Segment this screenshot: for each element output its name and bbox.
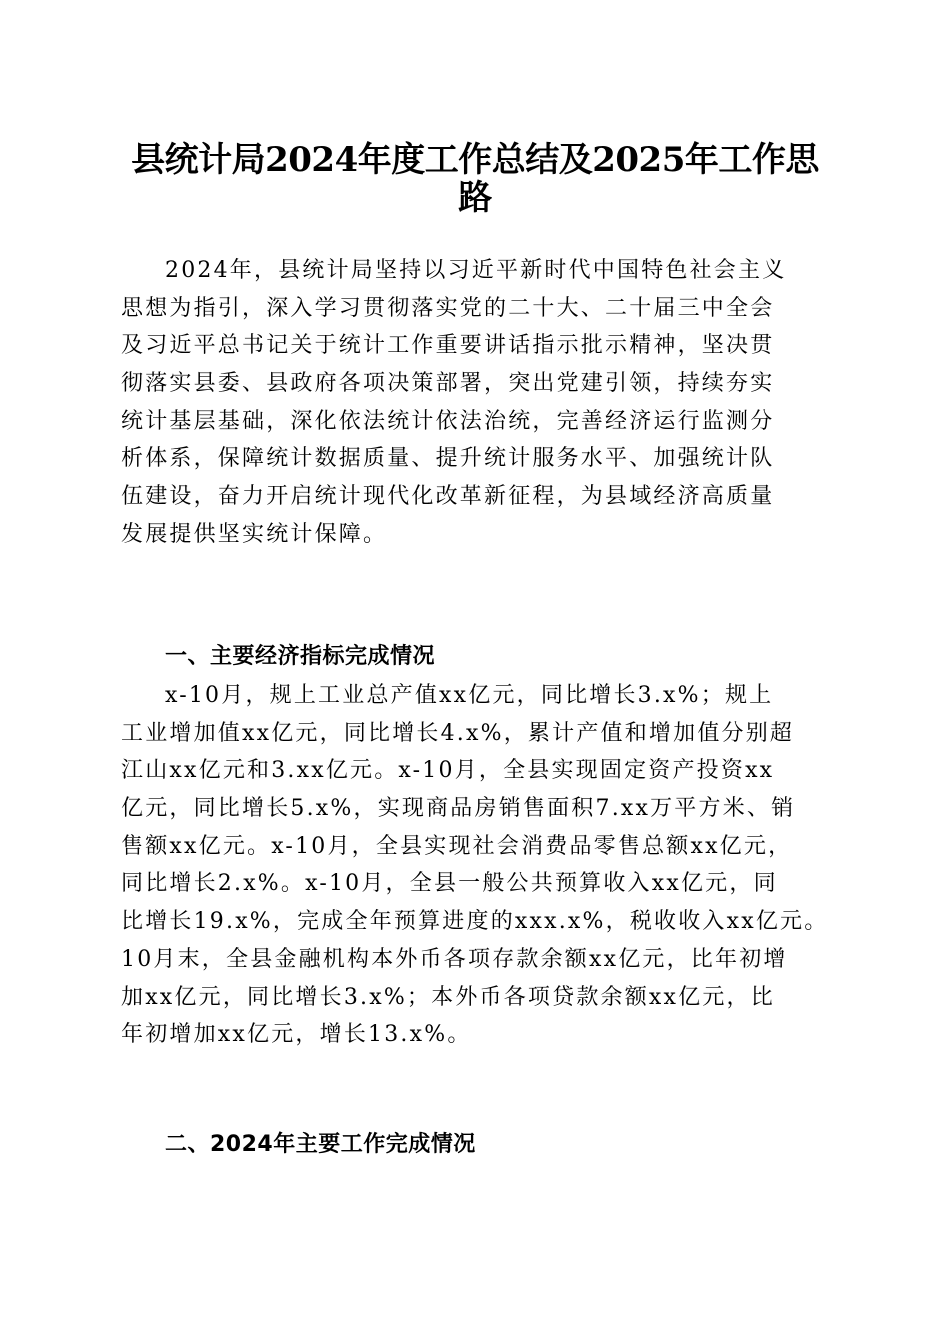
section-2-heading: 二、2024年主要工作完成情况 [165,1132,476,1157]
intro-line: 析体系，保障统计数据质量、提升统计服务水平、加强统计队 [121,446,775,472]
intro-line: 彻落实县委、县政府各项决策部署，突出党建引领，持续夯实 [121,371,775,397]
section-1-line: 江山xx亿元和3.xx亿元。x-10月，全县实现固定资产投资xx [121,758,775,784]
intro-line: 2024年，县统计局坚持以习近平新时代中国特色社会主义 [165,258,787,283]
title-line-2: 路 [458,177,492,218]
section-1-heading: 一、主要经济指标完成情况 [165,644,436,669]
intro-paragraph [121,252,833,554]
section-1-line: 加xx亿元，同比增长3.x%；本外币各项贷款余额xx亿元，比 [121,984,775,1010]
document-title [100,137,850,218]
section-1-line: 同比增长2.x%。x-10月，全县一般公共预算收入xx亿元，同 [121,871,778,897]
section-1-line: 年初增加xx亿元，增长13.x%。 [121,1022,472,1048]
intro-line: 思想为指引，深入学习贯彻落实党的二十大、二十届三中全会 [121,295,775,321]
intro-line: 统计基层基础，深化依法统计依法治统，完善经济运行监测分 [121,408,775,434]
section-1-line: 工业增加值xx亿元，同比增长4.x%，累计产值和增加值分别超 [121,720,795,746]
intro-line: 伍建设，奋力开启统计现代化改革新征程，为县域经济高质量 [121,484,775,510]
section-1-line: 亿元，同比增长5.x%，实现商品房销售面积7.xx万平方米、销 [121,796,796,822]
intro-line: 及习近平总书记关于统计工作重要讲话指示批示精神，坚决贯 [121,333,775,359]
section-1-line: 比增长19.x%，完成全年预算进度的xxx.x%，税收收入xx亿元。 [121,909,829,935]
title-line-1: 县统计局2024年度工作总结及2025年工作思 [131,140,819,180]
section-1-line: 10月末，全县金融机构本外币各项存款余额xx亿元，比年初增 [121,946,788,972]
section-1-line: x-10月，规上工业总产值xx亿元，同比增长3.x%；规上 [165,683,774,708]
intro-line: 发展提供坚实统计保障。 [121,521,388,547]
section-1-line: 售额xx亿元。x-10月，全县实现社会消费品零售总额xx亿元， [121,833,793,859]
section-1-paragraph [121,677,833,1054]
